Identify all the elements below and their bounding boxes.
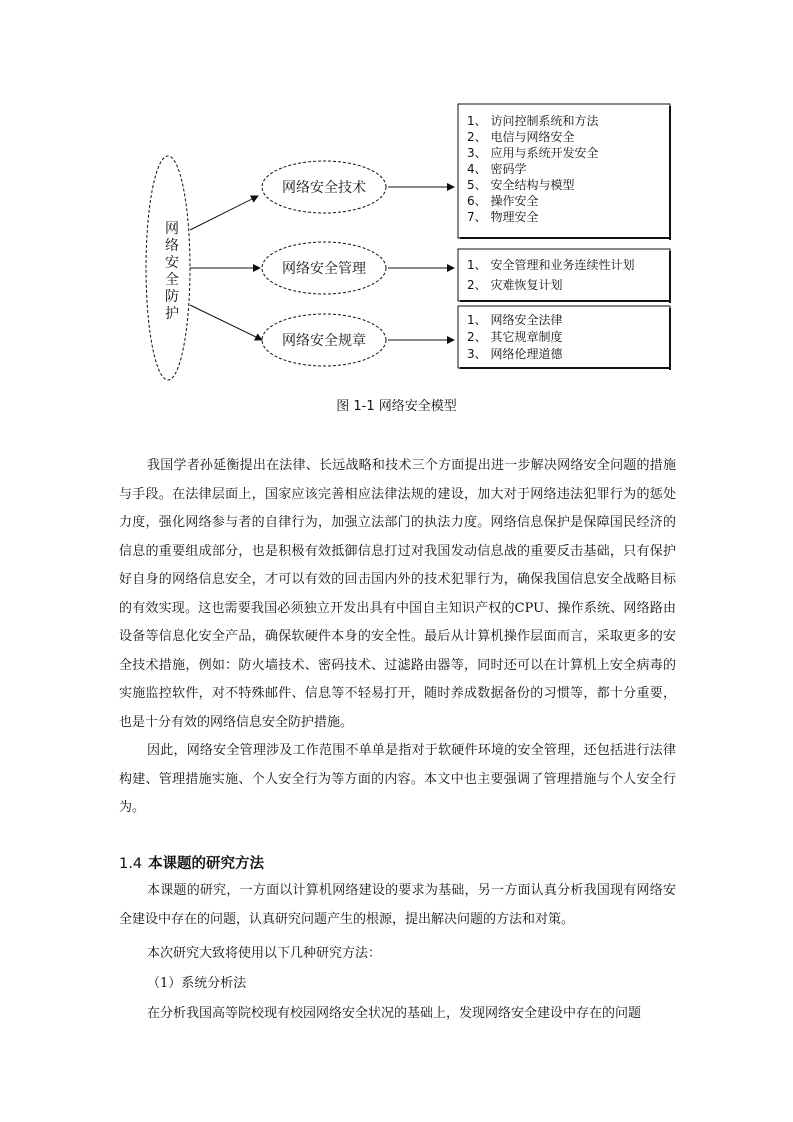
- tech-item: 7、 物理安全: [467, 210, 539, 224]
- mgmt-item: 1、 安全管理和业务连续性计划: [467, 258, 635, 272]
- tech-item: 1、 访问控制系统和方法: [467, 114, 599, 128]
- root-label-char: 全: [165, 272, 179, 288]
- tech-item: 5、 安全结构与模型: [467, 178, 575, 192]
- regs-item: 1、 网络安全法律: [467, 313, 563, 327]
- arrow-root-to-tech: [190, 196, 258, 230]
- method-item: （1）系统分析法: [147, 976, 247, 991]
- tech-item: 2、 电信与网络安全: [467, 130, 575, 144]
- network-security-model-diagram: [0, 0, 793, 420]
- root-label-char: 络: [165, 238, 179, 254]
- section-title: 本课题的研究方法: [148, 856, 265, 872]
- tech-item: 4、 密码学: [467, 162, 527, 176]
- branch-label-regs: 网络安全规章: [282, 333, 366, 349]
- branch-label-mgmt: 网络安全管理: [282, 261, 366, 277]
- regs-item: 2、 其它规章制度: [467, 330, 563, 344]
- regs-item: 3、 网络伦理道德: [467, 347, 563, 361]
- paragraph: 在分析我国高等院校现有校园网络安全状况的基础上，发现网络安全建设中存在的问题: [147, 1006, 642, 1021]
- section-number: 1.4: [119, 856, 143, 872]
- paragraph: 本次研究大致将使用以下几种研究方法：: [147, 946, 382, 961]
- tech-item: 6、 操作安全: [467, 194, 539, 208]
- root-label-char: 护: [165, 306, 179, 322]
- section-heading: [119, 852, 264, 873]
- branch-label-tech: 网络安全技术: [282, 180, 366, 196]
- paragraph: 因此，网络安全管理涉及工作范围不单单是指对于软硬件环境的安全管理，还包括进行法律构建、管理措施实施、个人安全行为等方面的内容。本文中也主要强调了管理措施与个人安全行为。: [119, 743, 676, 815]
- arrow-root-to-regs: [190, 305, 262, 340]
- mgmt-item: 2、 灾难恢复计划: [467, 278, 563, 292]
- root-label-char: 安: [165, 255, 179, 271]
- root-label-char: 网: [165, 221, 179, 237]
- paragraph: 本课题的研究，一方面以计算机网络建设的要求为基础，另一方面认真分析我国现有网络安全建设中存在的问题，认真研究问题产生的根源，提出解决问题的方法和对策。: [119, 883, 676, 927]
- figure-caption: 图 1-1 网络安全模型: [336, 399, 457, 414]
- root-label-char: 防: [165, 289, 179, 305]
- tech-item: 3、 应用与系统开发安全: [467, 146, 599, 160]
- paragraph: 我国学者孙延衡提出在法律、长远战略和技术三个方面提出进一步解决网络安全问题的措施与手段。在法律层面上，国家应该完善相应法律法规的建设，加大对于网络违法犯罪行为的惩处力度，强化网络参与者的自律行为，加强立法部门的执法力度。网络信息保护是保障国民经济的信息的重要组成部分，也是积极有效抵御信息打过对我国发动信息战的重要反击基础，只有保护好自身的网络信息安全，才可以有效的回击国内外的技术犯罪行为，确保我国信息安全战略目标的有效实现。这也需要我国必须独立开发出具有中国自主知识产权的CPU、操作系统、网络路由设备等信息化安全产品，确保软硬件本身的安全性。最后从计算机操作层面而言，采取更多的安全技术措施，例如：防火墙技术、密码技术、过滤路由器等，同时还可以在计算机上安全病毒的实施监控软件，对不特殊邮件、信息等不轻易打开，随时养成数据备份的习惯等，都十分重要，也是十分有效的网络信息安全防护措施。: [119, 458, 676, 730]
